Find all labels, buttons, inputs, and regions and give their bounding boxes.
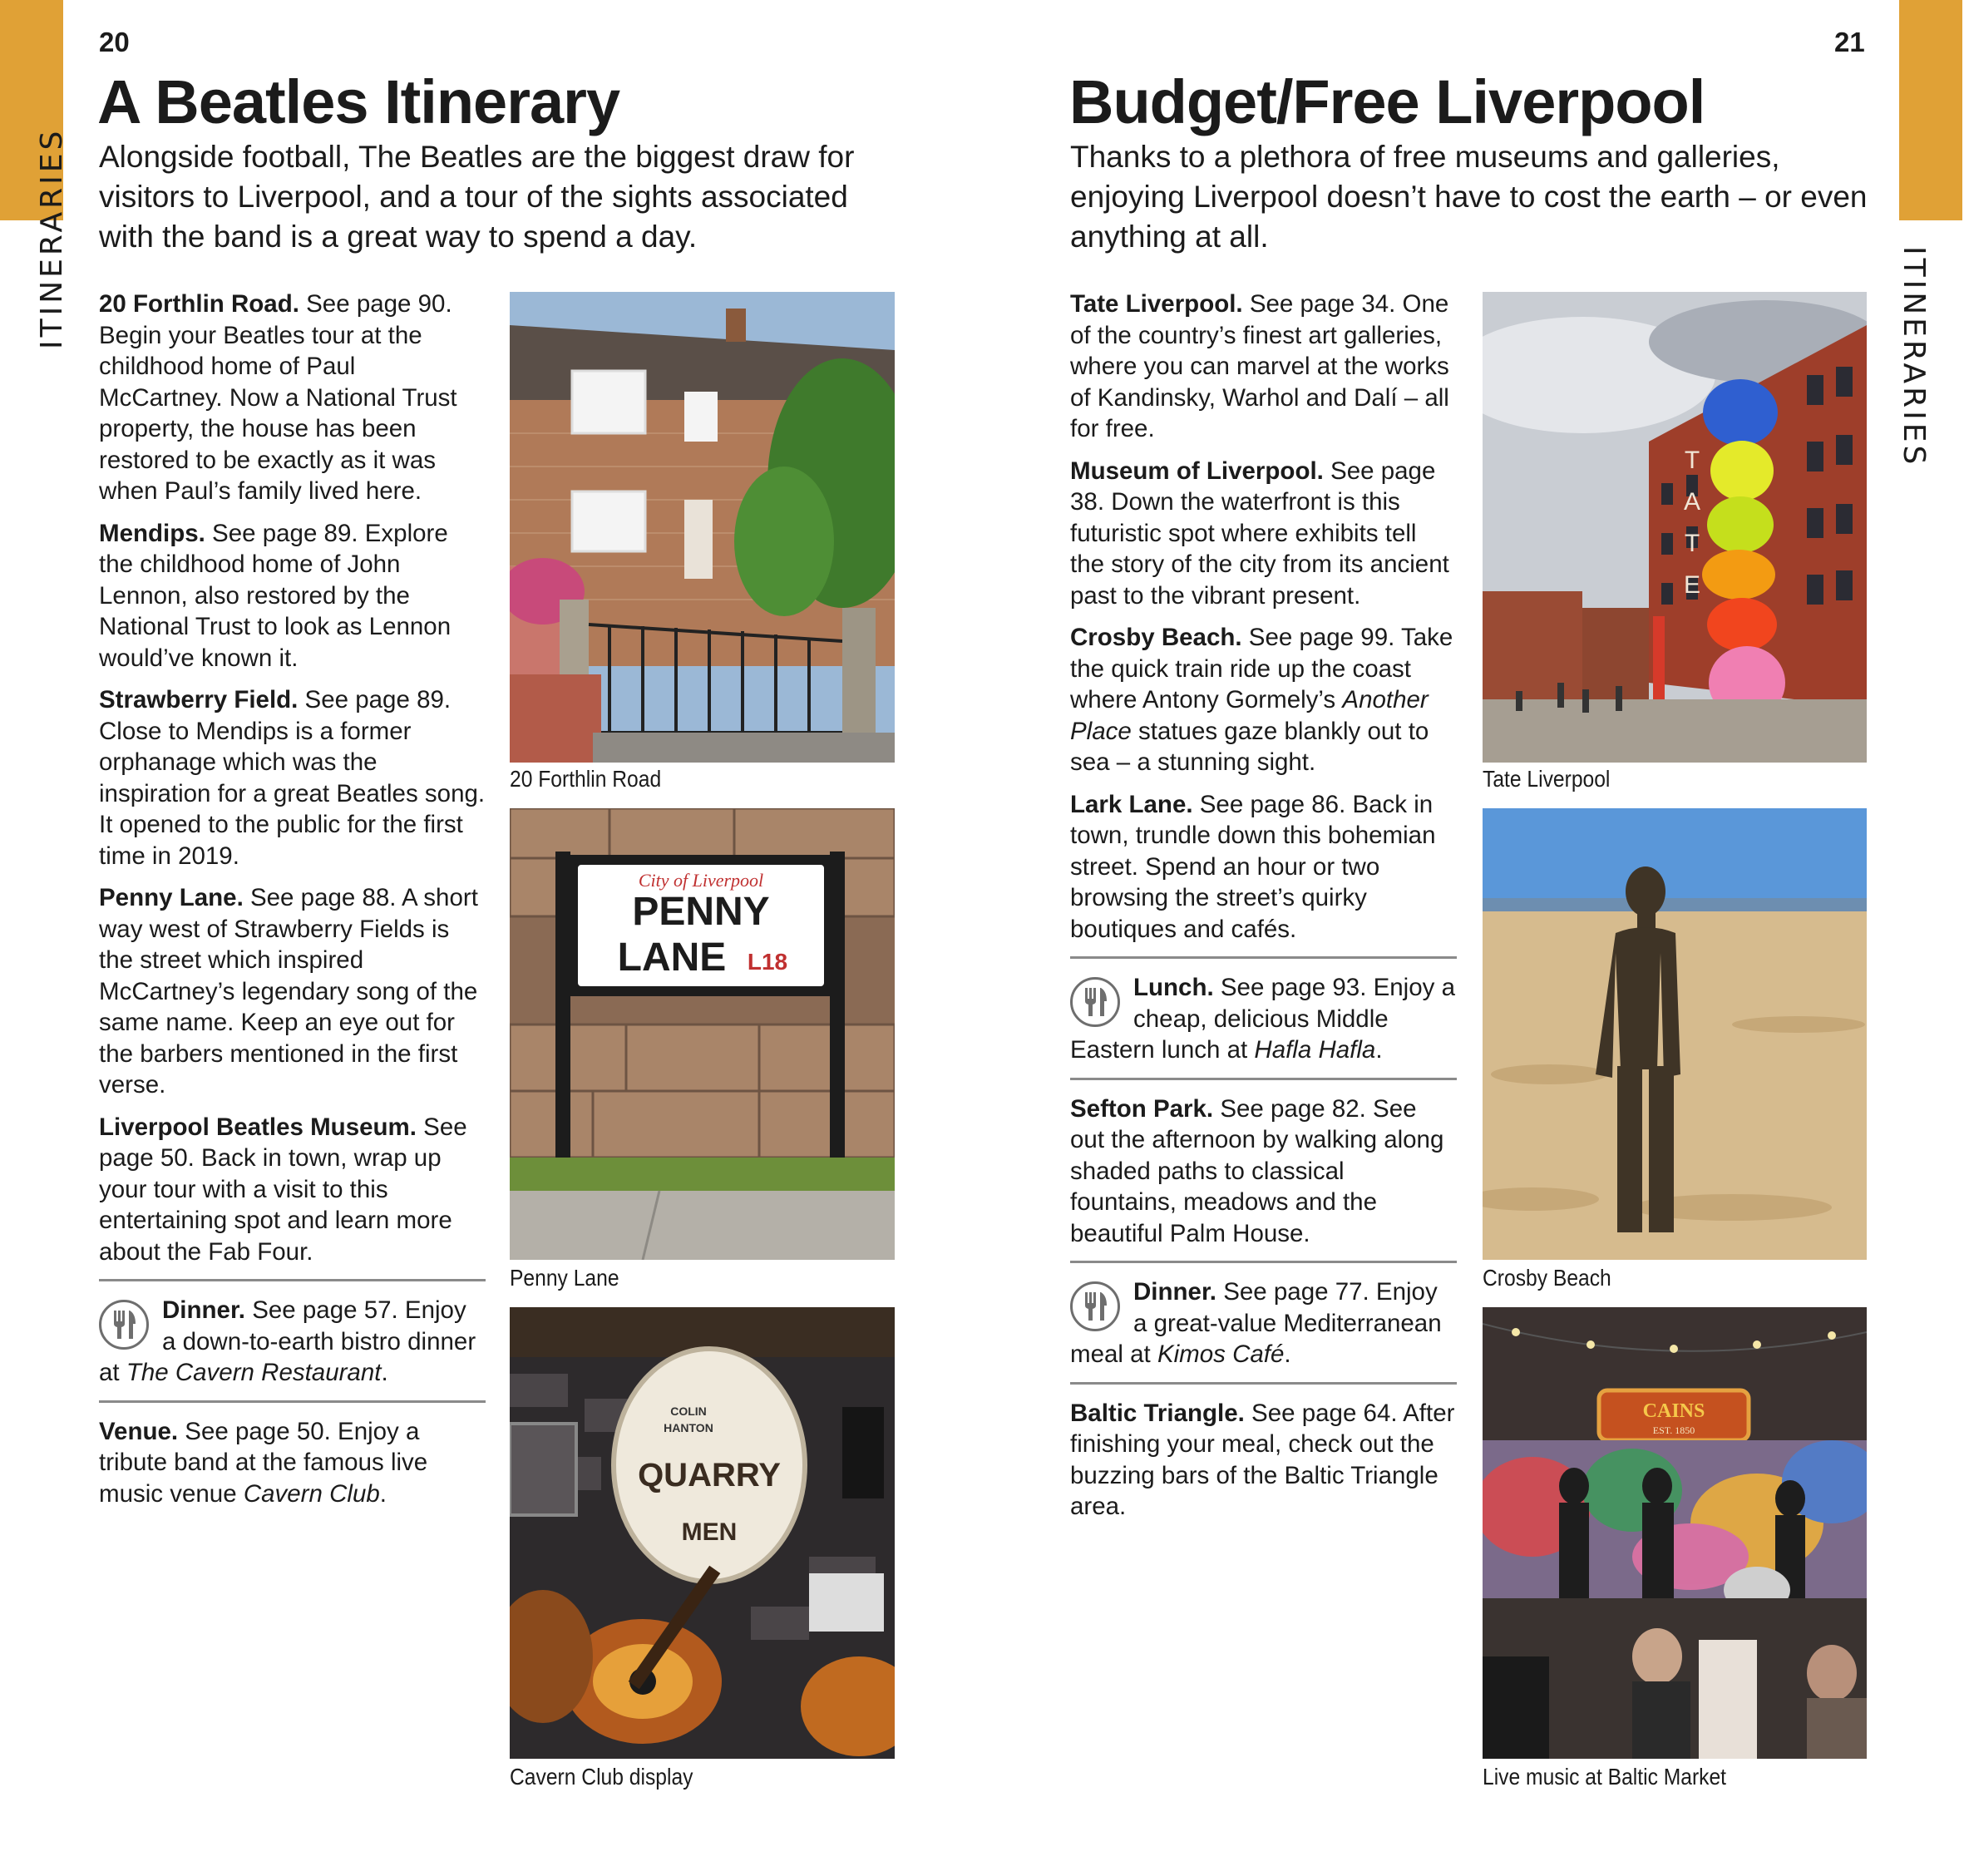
entry-beatles-museum: Liverpool Beatles Museum. See page 50. Back in town, wrap up your tour with a visit to this entertaining spot and learn more about the Fab Four.	[99, 1113, 467, 1266]
entry-mendips: Mendips. See page 89. Explore the childhood home of John Lennon, also restored by the National Trust to look as Lennon would’ve known it.	[99, 519, 452, 672]
photo-baltic-market	[1483, 1307, 1867, 1759]
caption-tate-liverpool: Tate Liverpool	[1483, 766, 1611, 792]
caption-baltic-market: Live music at Baltic Market	[1483, 1764, 1727, 1790]
divider	[99, 1400, 486, 1403]
accent-tab-right	[1899, 0, 1962, 220]
tip-lunch: Lunch. See page 93. Enjoy a cheap, delicious Middle Eastern lunch at Hafla Hafla.	[1070, 974, 1455, 1064]
drum-line4-text: MEN	[681, 1518, 738, 1546]
drum-line3-text: QUARRY	[638, 1457, 781, 1493]
page-title-right: Budget/Free Liverpool	[1069, 67, 1705, 136]
caption-cavern-club: Cavern Club display	[510, 1764, 693, 1790]
divider	[1070, 1078, 1457, 1080]
photo-cavern-club	[510, 1307, 895, 1759]
divider	[1070, 1261, 1457, 1263]
entry-forthlin-road: 20 Forthlin Road. See page 90. Begin your Beatles tour at the childhood home of Paul McCartney. Now a National Trust property, the house has been restored to be exactly as it was when Paul’s family lived here.	[99, 290, 457, 505]
left-text-column	[99, 289, 486, 1520]
divider	[1070, 956, 1457, 959]
sign-city-text: City of Liverpool	[638, 870, 764, 891]
divider	[1070, 1382, 1457, 1385]
tip-dinner-left: Dinner. See page 57. Enjoy a down-to-earth bistro dinner at The Cavern Restaurant.	[99, 1296, 476, 1386]
entry-penny-lane: Penny Lane. See page 88. A short way west of Strawberry Fields is the street which inspired McCartney’s legendary song of the same name. Keep an eye out for the barbers mentioned in the first verse.	[99, 884, 478, 1098]
photo-forthlin-road	[510, 292, 895, 763]
page-number-left: 20	[99, 27, 130, 57]
page-number-right: 21	[1834, 27, 1865, 57]
drum-line1-text: COLIN	[670, 1405, 707, 1418]
cutlery-icon	[1070, 1281, 1120, 1331]
caption-forthlin-road: 20 Forthlin Road	[510, 766, 662, 792]
photo-tate-liverpool	[1483, 292, 1867, 763]
drum-line2-text: HANTON	[664, 1421, 713, 1434]
entry-strawberry-field: Strawberry Field. See page 89. Close to Mendips is a former orphanage which was the inspiration for a great Beatles song. It opened to the public for the first time in 2019.	[99, 686, 486, 870]
cutlery-icon	[99, 1300, 149, 1350]
side-label-left: ITINERARIES	[35, 127, 69, 349]
side-label-right: ITINERARIES	[1897, 246, 1931, 468]
intro-right: Thanks to a plethora of free museums and galleries, enjoying Liverpool doesn’t have to cost the earth – or even anything at all.	[1070, 140, 1868, 254]
caption-penny-lane: Penny Lane	[510, 1265, 619, 1291]
page-title-left: A Beatles Itinerary	[97, 67, 620, 136]
entry-sefton-park: Sefton Park. See page 82. See out the afternoon by walking along shaded paths to classical fountains, meadows and the beautiful Palm House.	[1070, 1094, 1444, 1247]
cutlery-icon	[1070, 977, 1120, 1027]
intro-left: Alongside football, The Beatles are the biggest draw for visitors to Liverpool, and a tour of the sights associated with the band is a great way to spend a day.	[99, 140, 855, 254]
right-text-column	[1070, 289, 1457, 1533]
sign-line1-text: PENNY	[632, 890, 770, 934]
entry-lark-lane: Lark Lane. See page 86. Back in town, trundle down this bohemian street. Spend an hour or two browsing the street’s quirky boutiques and cafés.	[1070, 790, 1436, 943]
sign-line2-text: LANE	[617, 936, 727, 980]
sign-code-text: L18	[747, 949, 788, 975]
tate-letter-2: A	[1683, 488, 1701, 516]
entry-crosby-beach: Crosby Beach. See page 99. Take the quick train ride up the coast where Antony Gormely’s Another Place statues gaze blankly out to sea – a stunning sight.	[1070, 624, 1453, 776]
divider	[99, 1279, 486, 1281]
cains-est-text: EST. 1850	[1652, 1424, 1695, 1436]
tate-letter-3: T	[1684, 530, 1700, 557]
photo-crosby-beach	[1483, 808, 1867, 1260]
entry-tate-liverpool: Tate Liverpool. See page 34. One of the country’s finest art galleries, where you can marvel at the works of Kandinsky, Warhol and Dalí – all for free.	[1070, 290, 1449, 442]
tip-dinner-right: Dinner. See page 77. Enjoy a great-value Mediterranean meal at Kimos Café.	[1070, 1278, 1442, 1368]
photo-penny-lane	[510, 808, 895, 1260]
caption-crosby-beach: Crosby Beach	[1483, 1265, 1611, 1291]
cains-sign-text: CAINS	[1642, 1400, 1705, 1422]
tate-letter-1: T	[1684, 447, 1700, 474]
tate-letter-4: E	[1683, 571, 1701, 599]
entry-baltic-triangle: Baltic Triangle. See page 64. After finishing your meal, check out the buzzing bars of the Baltic Triangle area.	[1070, 1399, 1455, 1520]
entry-museum-of-liverpool: Museum of Liverpool. See page 38. Down the waterfront is this futuristic spot where exhibits tell the story of the city from its ancient past to the vibrant present.	[1070, 457, 1449, 610]
entry-venue: Venue. See page 50. Enjoy a tribute band at the famous live music venue Cavern Club.	[99, 1417, 428, 1508]
